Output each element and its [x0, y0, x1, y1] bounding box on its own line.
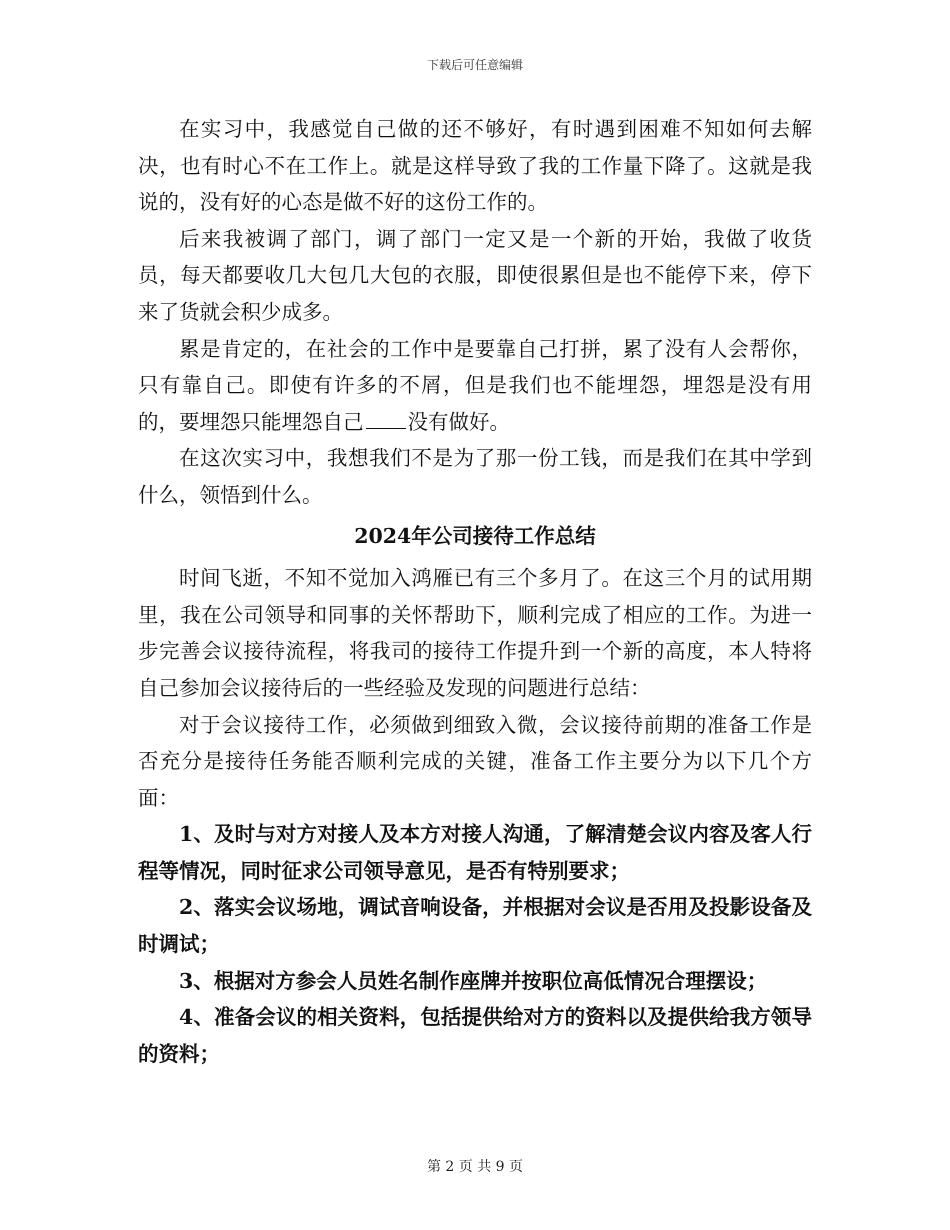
paragraph-text: 没有做好。 [407, 409, 510, 434]
list-item: 4、准备会议的相关资料，包括提供给对方的资料以及提供给我方领导的资料； [138, 1005, 812, 1066]
paragraph: 后来我被调了部门，调了部门一定又是一个新的开始，我做了收货员，每天都要收几大包几大包的衣服，即使很累但是也不能停下来，停下来了货就会积少成多。 [138, 226, 812, 324]
paragraph: 对于会议接待工作，必须做到细致入微，会议接待前期的准备工作是否充分是接待任务能否顺利完成的关键，准备工作主要分为以下几个方面： [138, 712, 812, 810]
section-title: 2024年公司接待工作总结 [354, 523, 596, 548]
paragraph: 在这次实习中，我想我们不是为了那一份工钱，而是我们在其中学到什么，领悟到什么。 [138, 446, 812, 507]
page-header: 下载后可任意编辑 [426, 58, 523, 72]
paragraph: 时间飞逝，不知不觉加入鸿雁已有三个多月了。在这三个月的试用期里，我在公司领导和同事的关怀帮助下，顺利完成了相应的工作。为进一步完善会议接待流程，将我司的接待工作提升到一个新的高度，本人特将自己参加会议接待后的一些经验及发现的问题进行总结： [138, 566, 812, 700]
paragraph-text: 累是肯定的，在社会的工作中是要靠自己打拼，累了没有人会帮你，只有靠自己。即使有许多的不屑，但是我们也不能埋怨，埋怨是没有用的，要埋怨只能埋怨自己 [138, 336, 812, 434]
list-item: 3、根据对方参会人员姓名制作座牌并按职位高低情况合理摆设； [179, 968, 768, 993]
list-item: 2、落实会议场地，调试音响设备，并根据对会议是否用及投影设备及时调试； [138, 895, 812, 957]
document-body [138, 111, 812, 1072]
paragraph: 在实习中，我感觉自己做的还不够好，有时遇到困难不知如何去解决，也有时心不在工作上。就是这样导致了我的工作量下降了。这就是我说的，没有好的心态是做不好的这份工作的。 [138, 117, 812, 215]
list-item: 1、及时与对方对接人及本方对接人沟通，了解清楚会议内容及客人行程等情况，同时征求公司领导意见，是否有特别要求； [138, 822, 812, 883]
page-footer: 第 2 页 共 9 页 [426, 1159, 524, 1175]
paragraph-with-blank [138, 331, 812, 441]
fill-blank [366, 410, 406, 429]
